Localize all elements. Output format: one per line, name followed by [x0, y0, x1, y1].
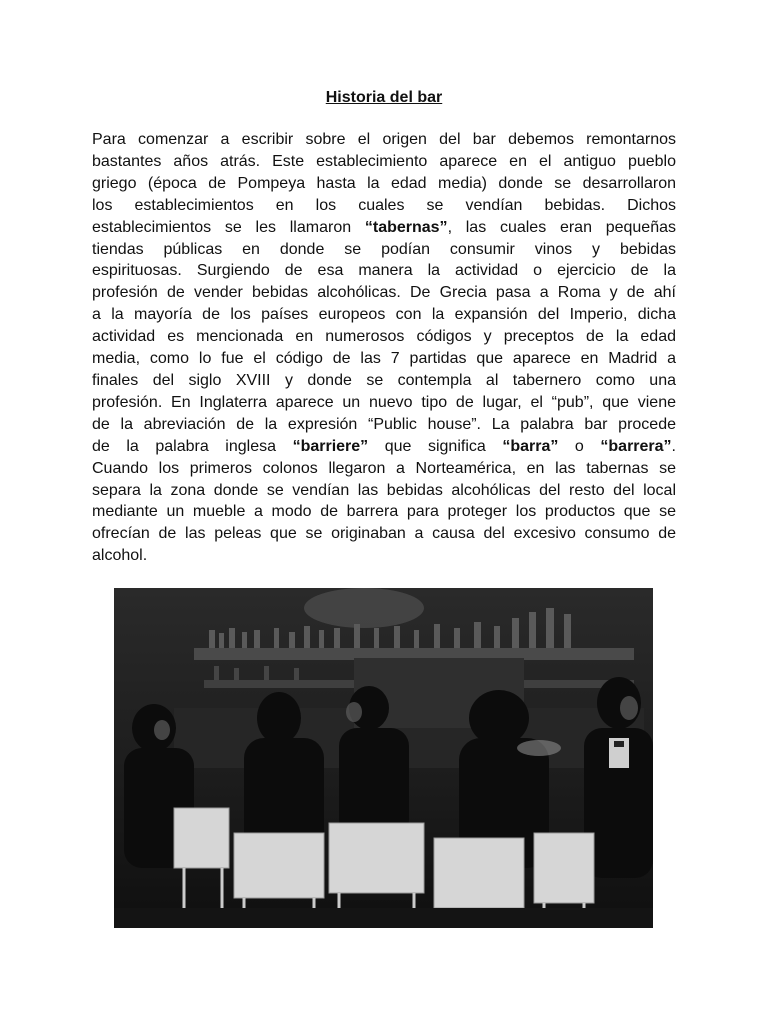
text-run: griego (época de Pompeya hasta la edad media) donde se desarrollaron: [92, 174, 676, 192]
bold-term: “barrera”: [600, 437, 672, 455]
paragraph-line: [92, 217, 676, 239]
text-run: de la palabra inglesa: [92, 437, 293, 455]
text-run: que significa: [368, 437, 503, 455]
text-run: bastantes años atrás. Este establecimiento aparece en el antiguo pueblo: [92, 152, 676, 170]
text-run: los establecimientos en los cuales se vendían bebidas. Dichos: [92, 196, 676, 214]
bold-term: “barriere”: [292, 437, 369, 455]
text-run: finales del siglo XVIII y donde se contempla al tabernero como una: [92, 371, 676, 389]
bold-term: “barra”: [502, 437, 559, 455]
text-run: profesión de vender bebidas alcohólicas. De Grecia pasa a Roma y de ahí: [92, 284, 676, 302]
text-run: de la abreviación de la expresión “Public house”. La palabra bar procede: [92, 415, 676, 433]
paragraph-line: [92, 260, 676, 282]
paragraph-line: [92, 239, 676, 261]
paragraph-line: [92, 173, 676, 195]
paragraph-line: [92, 282, 676, 304]
paragraph-line: [92, 480, 676, 502]
text-run: actividad es mencionada en numerosos códigos y preceptos de la edad: [92, 328, 676, 346]
text-run: Cuando los primeros colonos llegaron a Norteamérica, en las tabernas se: [92, 459, 676, 477]
paragraph-line: [92, 501, 676, 523]
text-run: tiendas públicas en donde se podían consumir vinos y bebidas: [92, 240, 676, 258]
paragraph-line: [92, 458, 676, 480]
text-run: establecimientos se les llamaron: [92, 218, 365, 236]
text-run: .: [671, 437, 676, 455]
paragraph-line: [92, 523, 676, 545]
bold-term: “tabernas”: [364, 218, 448, 236]
paragraph-line: [92, 370, 676, 392]
paragraph-line: [92, 545, 676, 567]
text-run: Para comenzar a escribir sobre el origen del bar debemos remontarnos: [92, 131, 676, 148]
paragraph-line: [92, 348, 676, 370]
text-run: media, como lo fue el código de las 7 partidas que aparece en Madrid a: [92, 350, 676, 368]
text-run: separa la zona donde se vendían las bebidas alcohólicas del resto del local: [92, 481, 676, 499]
text-run: espirituosas. Surgiendo de esa manera la actividad o ejercicio de la: [92, 262, 676, 280]
bar-photo-illustration: [114, 588, 653, 928]
body-paragraph: [92, 129, 676, 567]
paragraph-line: [92, 195, 676, 217]
paragraph-line: [92, 151, 676, 173]
text-run: a la mayoría de los países europeos con la expansión del Imperio, dicha: [92, 306, 676, 324]
paragraph-line: [92, 129, 676, 151]
page-title: Historia del bar: [325, 89, 443, 106]
text-run: , las cuales eran pequeñas: [447, 218, 676, 236]
paragraph-line: [92, 436, 676, 458]
text-run: mediante un mueble a modo de barrera para proteger los productos que se: [92, 503, 676, 521]
text-run: o: [558, 437, 601, 455]
text-run: ofrecían de las peleas que se originaban a causa del excesivo consumo de: [92, 525, 676, 543]
paragraph-line: [92, 326, 676, 348]
paragraph-line: [92, 414, 676, 436]
text-run: profesión. En Inglaterra aparece un nuevo tipo de lugar, el “pub”, que viene: [92, 393, 676, 411]
paragraph-line: [92, 392, 676, 414]
paragraph-line: [92, 304, 676, 326]
text-run: alcohol.: [92, 547, 148, 565]
bar-photograph: [114, 588, 653, 928]
